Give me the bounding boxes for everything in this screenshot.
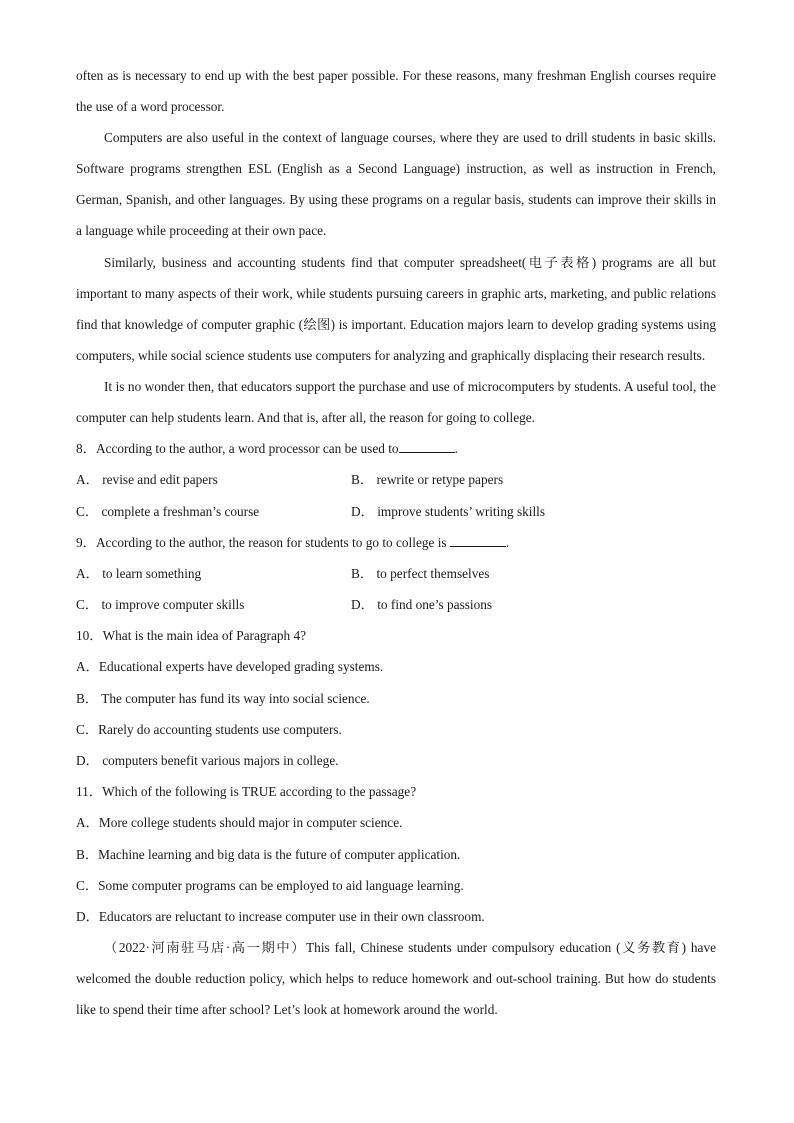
passage-paragraph-2: Computers are also useful in the context of language courses, where they are used to drill students in basic skills. Software programs strengthen ESL (English as a Second Language) instruction, as well as instruction in French, German, Spanish, and other languages. By using these programs on a regular basis, students can improve their skills in a language while proceeding at their own pace.	[76, 130, 716, 239]
question-8-stem	[76, 433, 716, 464]
question-8-option-d: D． improve students’ writing skills	[351, 503, 546, 519]
question-9-option-c: C． to improve computer skills	[76, 597, 245, 613]
question-10-stem: 10．What is the main idea of Paragraph 4?	[76, 628, 307, 644]
question-11-option-c: C．Some computer programs can be employed to aid language learning.	[76, 877, 464, 893]
question-9-options-row-1	[76, 558, 716, 589]
passage-paragraph-3: Similarly, business and accounting students find that computer spreadsheet(电子表格) programs are all but important to many aspects of their work, while students pursuing careers in graphic arts, marketing, and public relations find that knowledge of computer graphic (绘图) is important. Education majors learn to develop grading systems using computers, while social science students use computers for analyzing and graphically displacing their research results.	[76, 254, 716, 363]
document-content	[76, 60, 716, 1025]
question-11-option-b: B．Machine learning and big data is the future of computer application.	[76, 846, 461, 862]
question-9-option-a: A． to learn something	[76, 565, 202, 581]
question-9-option-b: B． to perfect themselves	[351, 565, 490, 581]
question-11-option-a: A．More college students should major in computer science.	[76, 815, 403, 831]
question-10-option-d: D． computers benefit various majors in college.	[76, 753, 339, 768]
question-10-option-c: C．Rarely do accounting students use computers.	[76, 721, 342, 737]
passage-paragraph-4: It is no wonder then, that educators support the purchase and use of microcomputers by students. A useful tool, the computer can help students learn. And that is, after all, the reason for going to college.	[76, 378, 716, 426]
next-passage-intro: （2022·河南驻马店·高一期中）This fall, Chinese students under compulsory education (义务教育) have welcomed the double reduction policy, which helps to reduce homework and out-school training. But how do students like to spend their time after school? Let’s look at homework around the world.	[76, 940, 716, 1018]
question-8-option-c: C． complete a freshman’s course	[76, 503, 260, 519]
passage-paragraph-1-continued: often as is necessary to end up with the best paper possible. For these reasons, many freshman English courses require the use of a word processor.	[76, 68, 716, 115]
question-8-end: .	[454, 441, 458, 457]
question-8-text: 8．According to the author, a word processor can be used to	[76, 441, 399, 457]
question-8-option-a: A． revise and edit papers	[76, 472, 218, 488]
question-8-options-row-2	[76, 496, 716, 527]
question-9-end: .	[505, 534, 510, 550]
answer-blank	[450, 534, 506, 547]
question-9-options-row-2	[76, 589, 716, 620]
question-9-text: 9．According to the author, the reason for students to go to college is	[76, 534, 450, 550]
question-11-option-d: D．Educators are reluctant to increase computer use in their own classroom.	[76, 908, 485, 924]
answer-blank	[399, 440, 455, 453]
question-8-option-b: B． rewrite or retype papers	[351, 472, 504, 488]
question-10-option-a: A．Educational experts have developed grading systems.	[76, 659, 384, 675]
question-11-stem: 11．Which of the following is TRUE according to the passage?	[76, 784, 417, 800]
question-9-stem	[76, 527, 716, 558]
question-10-option-b: B． The computer has fund its way into social science.	[76, 690, 370, 706]
question-8-options-row-1	[76, 464, 716, 495]
question-9-option-d: D． to find one’s passions	[351, 597, 493, 613]
